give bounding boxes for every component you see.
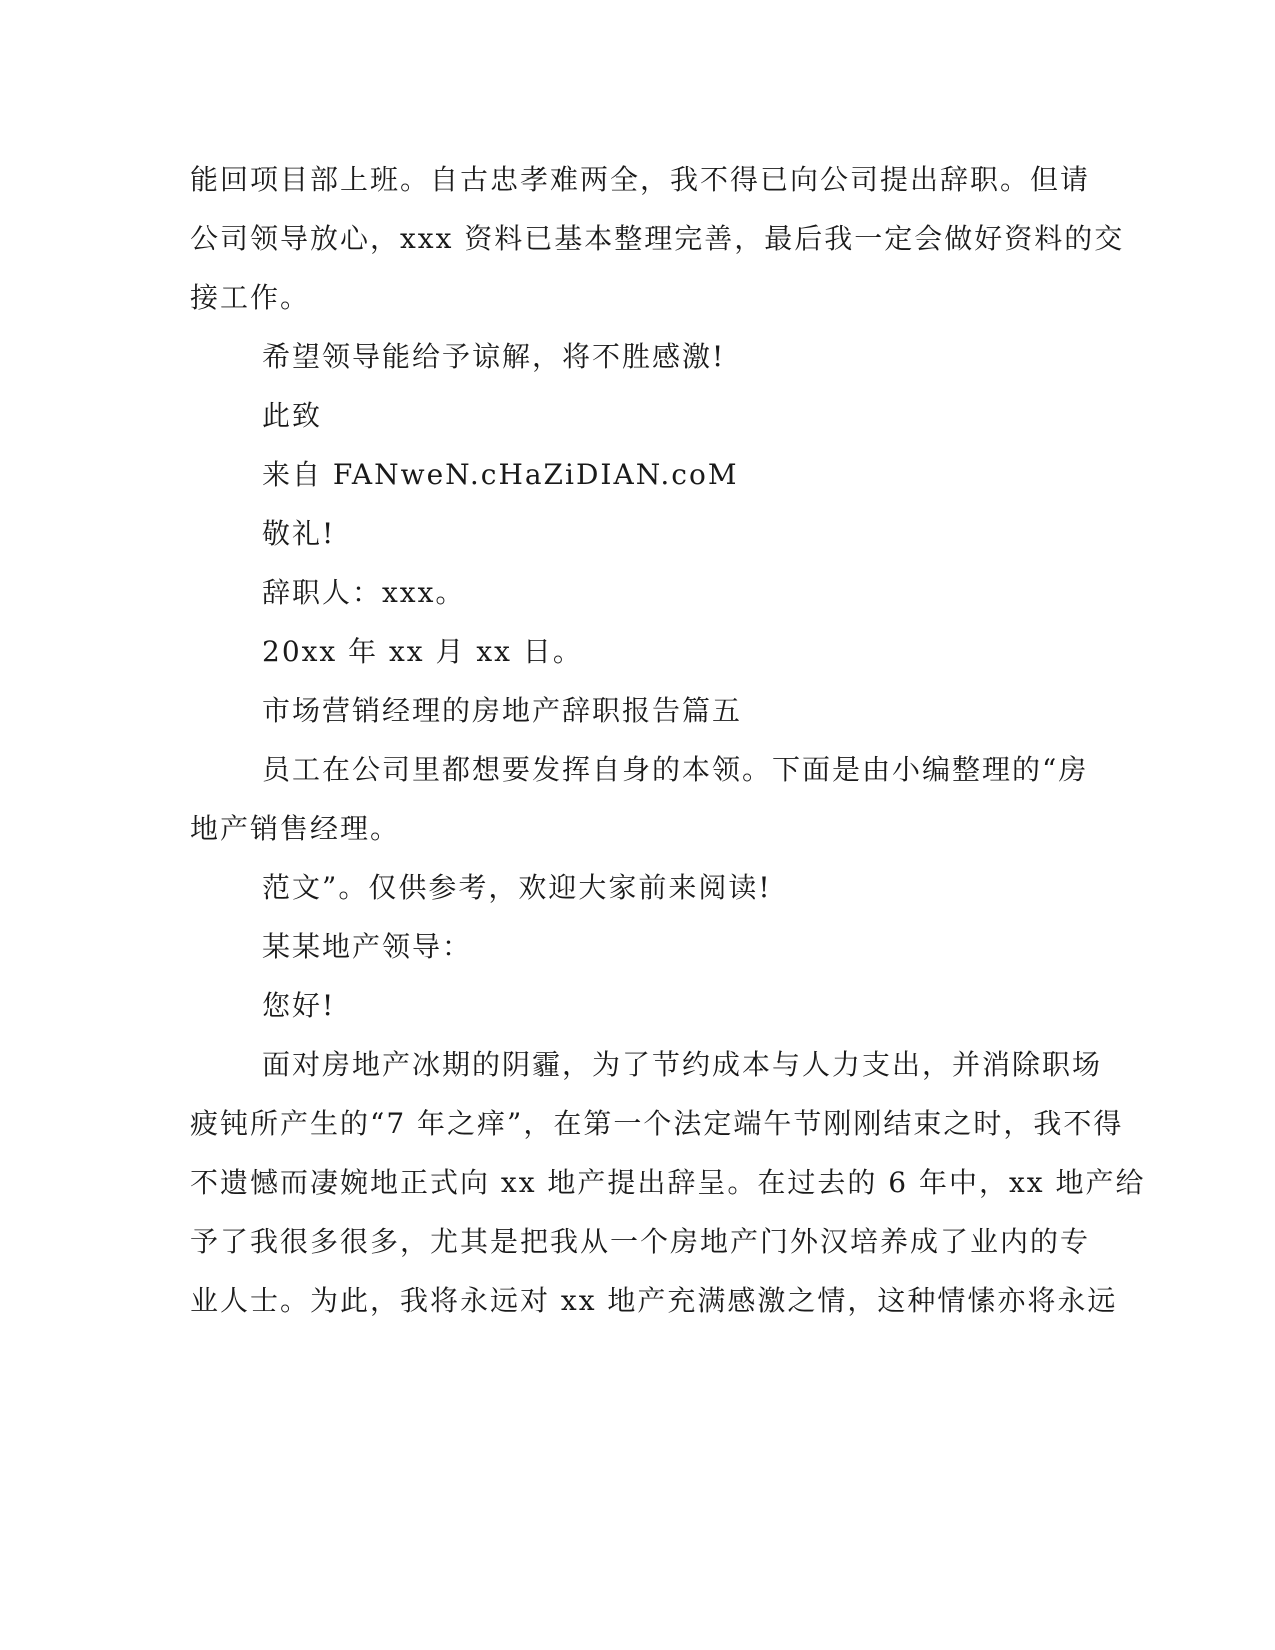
paragraph-line: 业人士。为此，我将永远对 xx 地产充满感激之情，这种情愫亦将永远 (190, 1284, 1118, 1317)
closing-line: 敬礼! (262, 517, 336, 550)
source-line: 来自 FANweN.cHaZiDIAN.coM (262, 458, 739, 491)
paragraph-line: 面对房地产冰期的阴霾，为了节约成本与人力支出，并消除职场 (262, 1048, 1103, 1081)
greeting-line: 您好! (262, 989, 336, 1022)
signature-line: 辞职人：xxx。 (262, 576, 466, 609)
paragraph-line: 公司领导放心，xxx 资料已基本整理完善，最后我一定会做好资料的交 (190, 222, 1125, 255)
closing-line: 此致 (262, 399, 323, 432)
paragraph-line: 地产销售经理。 (190, 812, 401, 845)
paragraph-line: 不遗憾而凄婉地正式向 xx 地产提出辞呈。在过去的 6 年中，xx 地产给 (190, 1166, 1146, 1199)
section-title: 市场营销经理的房地产辞职报告篇五 (262, 694, 743, 727)
paragraph-line: 能回项目部上班。自古忠孝难两全，我不得已向公司提出辞职。但请 (190, 163, 1091, 196)
paragraph-line: 范文”。仅供参考，欢迎大家前来阅读! (262, 871, 772, 904)
date-line: 20xx 年 xx 月 xx 日。 (262, 635, 583, 668)
paragraph-line: 疲钝所产生的“7 年之痒”，在第一个法定端午节刚刚结束之时，我不得 (190, 1107, 1124, 1140)
paragraph-line: 接工作。 (190, 281, 311, 314)
paragraph-line: 予了我很多很多，尤其是把我从一个房地产门外汉培养成了业内的专 (190, 1225, 1091, 1258)
paragraph-line: 希望领导能给予谅解，将不胜感激! (262, 340, 726, 373)
salutation-line: 某某地产领导： (262, 930, 473, 963)
paragraph-line: 员工在公司里都想要发挥自身的本领。下面是由小编整理的“房 (262, 753, 1089, 786)
